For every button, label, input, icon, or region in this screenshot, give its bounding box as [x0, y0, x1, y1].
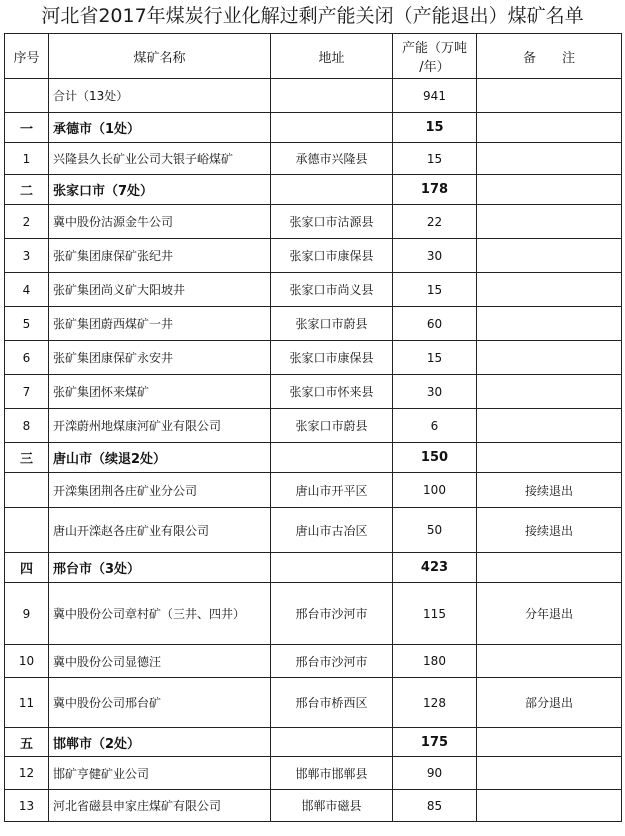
row-name: 河北省磁县申家庄煤矿有限公司: [49, 790, 271, 822]
coal-mine-table: [4, 33, 622, 822]
row-capacity: 50: [393, 508, 477, 553]
row-name: 兴隆县久长矿业公司大银子峪煤矿: [49, 143, 271, 175]
section-row: [5, 728, 622, 757]
row-capacity: 423: [393, 553, 477, 583]
row-address: 张家口市蔚县: [271, 409, 393, 443]
row-name: 张家口市（7处）: [49, 175, 271, 205]
section-row: [5, 113, 622, 143]
row-address: 邯郸市邯郸县: [271, 757, 393, 790]
row-capacity: 30: [393, 239, 477, 273]
row-name: 冀中股份公司章村矿（三井、四井）: [49, 583, 271, 645]
row-address: 承德市兴隆县: [271, 143, 393, 175]
header-capacity-line1: 产能（万吨: [401, 41, 467, 56]
row-note: [477, 113, 622, 143]
row-seq: 13: [5, 790, 49, 822]
row-address: 邢台市沙河市: [271, 583, 393, 645]
row-seq: [5, 473, 49, 508]
row-note: [477, 645, 622, 678]
row-name: 开滦蔚州地煤康河矿业有限公司: [49, 409, 271, 443]
row-note: 接续退出: [477, 473, 622, 508]
row-note: [477, 443, 622, 473]
header-capacity-line2: /年）: [419, 60, 450, 75]
table-row: [5, 205, 622, 239]
row-capacity: 100: [393, 473, 477, 508]
row-seq: 8: [5, 409, 49, 443]
row-capacity: 15: [393, 273, 477, 307]
row-note: [477, 341, 622, 375]
row-address: 邯郸市磁县: [271, 790, 393, 822]
row-capacity: 15: [393, 113, 477, 143]
row-name: 张矿集团尚义矿大阳坡井: [49, 273, 271, 307]
row-seq: 一: [5, 113, 49, 143]
row-name: 唐山市（续退2处）: [49, 443, 271, 473]
page-title: 河北省2017年煤炭行业化解过剩产能关闭（产能退出）煤矿名单: [41, 5, 584, 27]
row-seq: 四: [5, 553, 49, 583]
row-seq: 二: [5, 175, 49, 205]
row-name: 邯郸市（2处）: [49, 728, 271, 757]
row-address: 张家口市蔚县: [271, 307, 393, 341]
row-name: 承德市（1处）: [49, 113, 271, 143]
row-address: 唐山市开平区: [271, 473, 393, 508]
row-seq: 三: [5, 443, 49, 473]
row-name: 冀中股份沽源金牛公司: [49, 205, 271, 239]
row-note: [477, 143, 622, 175]
row-capacity: 6: [393, 409, 477, 443]
row-address: 张家口市沽源县: [271, 205, 393, 239]
row-capacity: 90: [393, 757, 477, 790]
row-name: 冀中股份公司邢台矿: [49, 678, 271, 728]
row-seq: 4: [5, 273, 49, 307]
section-row: [5, 175, 622, 205]
row-note: [477, 553, 622, 583]
table-row: [5, 307, 622, 341]
row-name: 张矿集团怀来煤矿: [49, 375, 271, 409]
header-address: 地址: [271, 34, 393, 79]
row-capacity: 128: [393, 678, 477, 728]
header-row: [5, 34, 622, 79]
row-note: 部分退出: [477, 678, 622, 728]
table-row: [5, 273, 622, 307]
row-seq: 12: [5, 757, 49, 790]
row-name: 张矿集团蔚西煤矿一井: [49, 307, 271, 341]
row-seq: 3: [5, 239, 49, 273]
row-capacity: 941: [393, 79, 477, 113]
row-seq: 5: [5, 307, 49, 341]
table-row: [5, 645, 622, 678]
section-row: [5, 443, 622, 473]
header-note: 备 注: [477, 34, 622, 79]
row-note: [477, 790, 622, 822]
table-row: [5, 409, 622, 443]
row-note: [477, 757, 622, 790]
row-capacity: 22: [393, 205, 477, 239]
table-row: [5, 341, 622, 375]
table-row: [5, 757, 622, 790]
row-address: 张家口市康保县: [271, 239, 393, 273]
table-row: [5, 375, 622, 409]
row-capacity: 30: [393, 375, 477, 409]
row-seq: 9: [5, 583, 49, 645]
row-address: 唐山市古冶区: [271, 508, 393, 553]
row-seq: 7: [5, 375, 49, 409]
table-row: [5, 473, 622, 508]
row-name: 张矿集团康保矿张纪井: [49, 239, 271, 273]
row-seq: 2: [5, 205, 49, 239]
row-name: 开滦集团荆各庄矿业分公司: [49, 473, 271, 508]
row-note: [477, 175, 622, 205]
table-row: [5, 790, 622, 822]
row-seq: 6: [5, 341, 49, 375]
row-name: 邯矿亨健矿业公司: [49, 757, 271, 790]
row-note: [477, 375, 622, 409]
row-note: [477, 307, 622, 341]
row-capacity: 15: [393, 341, 477, 375]
row-capacity: 85: [393, 790, 477, 822]
row-address: 张家口市怀来县: [271, 375, 393, 409]
row-name: 唐山开滦赵各庄矿业有限公司: [49, 508, 271, 553]
row-note: [477, 273, 622, 307]
row-capacity: 60: [393, 307, 477, 341]
row-capacity: 150: [393, 443, 477, 473]
table-row: [5, 239, 622, 273]
row-address: 张家口市尚义县: [271, 273, 393, 307]
row-capacity: 115: [393, 583, 477, 645]
row-address: [271, 443, 393, 473]
row-note: [477, 79, 622, 113]
row-address: [271, 175, 393, 205]
row-address: [271, 113, 393, 143]
row-address: [271, 79, 393, 113]
row-capacity: 15: [393, 143, 477, 175]
row-seq: 11: [5, 678, 49, 728]
row-capacity: 178: [393, 175, 477, 205]
table-row: [5, 678, 622, 728]
row-note: [477, 205, 622, 239]
row-seq: [5, 79, 49, 113]
header-seq: 序号: [5, 34, 49, 79]
row-note: [477, 728, 622, 757]
row-seq: 五: [5, 728, 49, 757]
row-note: 接续退出: [477, 508, 622, 553]
row-seq: [5, 508, 49, 553]
table-row: [5, 508, 622, 553]
header-capacity: [393, 34, 477, 79]
row-seq: 10: [5, 645, 49, 678]
row-name: 合计（13处）: [49, 79, 271, 113]
row-note: [477, 409, 622, 443]
table-row: [5, 583, 622, 645]
row-name: 冀中股份公司显德汪: [49, 645, 271, 678]
table-row: [5, 79, 622, 113]
header-name: 煤矿名称: [49, 34, 271, 79]
row-address: [271, 728, 393, 757]
row-note: [477, 239, 622, 273]
section-row: [5, 553, 622, 583]
row-name: 邢台市（3处）: [49, 553, 271, 583]
row-address: 张家口市康保县: [271, 341, 393, 375]
row-address: 邢台市桥西区: [271, 678, 393, 728]
row-address: [271, 553, 393, 583]
table-row: [5, 143, 622, 175]
row-seq: 1: [5, 143, 49, 175]
row-name: 张矿集团康保矿永安井: [49, 341, 271, 375]
row-capacity: 180: [393, 645, 477, 678]
row-capacity: 175: [393, 728, 477, 757]
row-note: 分年退出: [477, 583, 622, 645]
row-address: 邢台市沙河市: [271, 645, 393, 678]
